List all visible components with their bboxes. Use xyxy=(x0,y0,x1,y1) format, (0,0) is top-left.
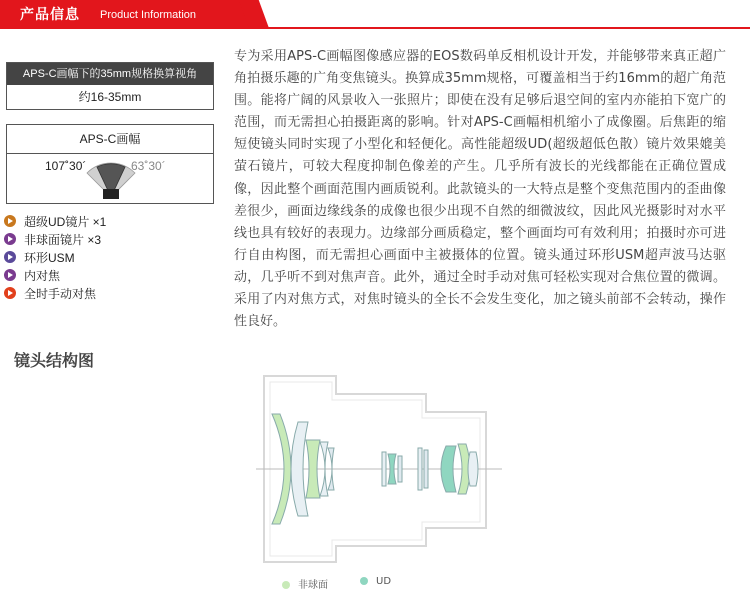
wide-angle-value: 107˚30´ xyxy=(45,159,87,173)
legend-item-aspherical xyxy=(282,576,328,591)
lens-element xyxy=(382,452,386,486)
view-angle-title: APS-C画幅下的35mm规格换算视角 xyxy=(7,63,213,85)
format-angle-box xyxy=(6,124,214,204)
header-subtitle: Product Information xyxy=(100,9,196,21)
lens-element xyxy=(468,452,478,486)
product-description: 专为采用APS-C画幅图像感应器的EOS数码单反相机设计开发，并能够带来真正超广角拍摄乐趣的广角变焦镜头。换算成35mm规格，可覆盖相当于约16mm的超广角范围。能将广阔的风景收入一张照片；即使在没有足够后退空间的室内亦能拍下宽广的范围，而无需担心拍摄距离的影响。针对APS-C画幅相机缩小了成像圈。后焦距的缩短使镜头同时实现了小型化和轻便化。高性能超级UD(超级超低色散）镜片效果媲美萤石镜片，可较大程度抑制色像差的产生。几乎所有波长的光线都能在正确位置成像，因此整个画面范围内画质锐利。此款镜头的一大特点是整个变焦范围内的歪曲像差很少，画面边缘线条的成像也很少出现不自然的细微波纹，因此风光摄影时对水平线也具有较好的表现力。边缘部分画质稳定，整个画面均可有效利用；拍摄时亦可进行自由构图，而无需担心画面中主被摄体的位置。镜头通过环形USM超声波马达驱动，几乎听不到对焦声音。此外，通过全时手动对焦可轻松实现对合焦位置的微调。采用了内对焦方式，对焦时镜头的全长不会发生变化，加之镜头前部不会转动，操作性良好。 xyxy=(234,49,726,330)
lens-element xyxy=(418,448,422,490)
view-angle-spec-box xyxy=(6,62,214,110)
bullet-icon xyxy=(4,287,16,299)
view-angle-diagram xyxy=(83,157,139,201)
feature-label: 环形USM xyxy=(24,251,75,265)
tele-angle-value: 63˚30´ xyxy=(131,159,166,173)
legend-label: 非球面 xyxy=(298,580,328,591)
view-angle-value: 约16-35mm xyxy=(78,90,142,104)
lens-structure-diagram xyxy=(236,364,526,570)
header-title: 产品信息 xyxy=(20,7,80,23)
feature-label: 超级UD镜片 ×1 xyxy=(24,215,107,229)
feature-label: 非球面镜片 ×3 xyxy=(24,233,102,247)
bullet-icon xyxy=(4,233,16,245)
bullet-icon xyxy=(4,269,16,281)
camera-body-icon xyxy=(103,189,119,199)
bullet-icon xyxy=(4,215,16,227)
feature-label: 内对焦 xyxy=(24,269,61,283)
format-title: APS-C画幅 xyxy=(7,125,213,154)
feature-label: 全时手动对焦 xyxy=(24,287,97,301)
product-info-header xyxy=(0,0,750,30)
lens-element xyxy=(424,450,428,488)
legend-swatch xyxy=(360,577,368,585)
legend-label: UD xyxy=(376,576,392,587)
lens-structure-title: 镜头结构图 xyxy=(14,351,95,370)
lens-element xyxy=(398,456,402,482)
legend-swatch xyxy=(282,581,290,589)
bullet-icon xyxy=(4,251,16,263)
legend-item-ud xyxy=(360,576,391,587)
